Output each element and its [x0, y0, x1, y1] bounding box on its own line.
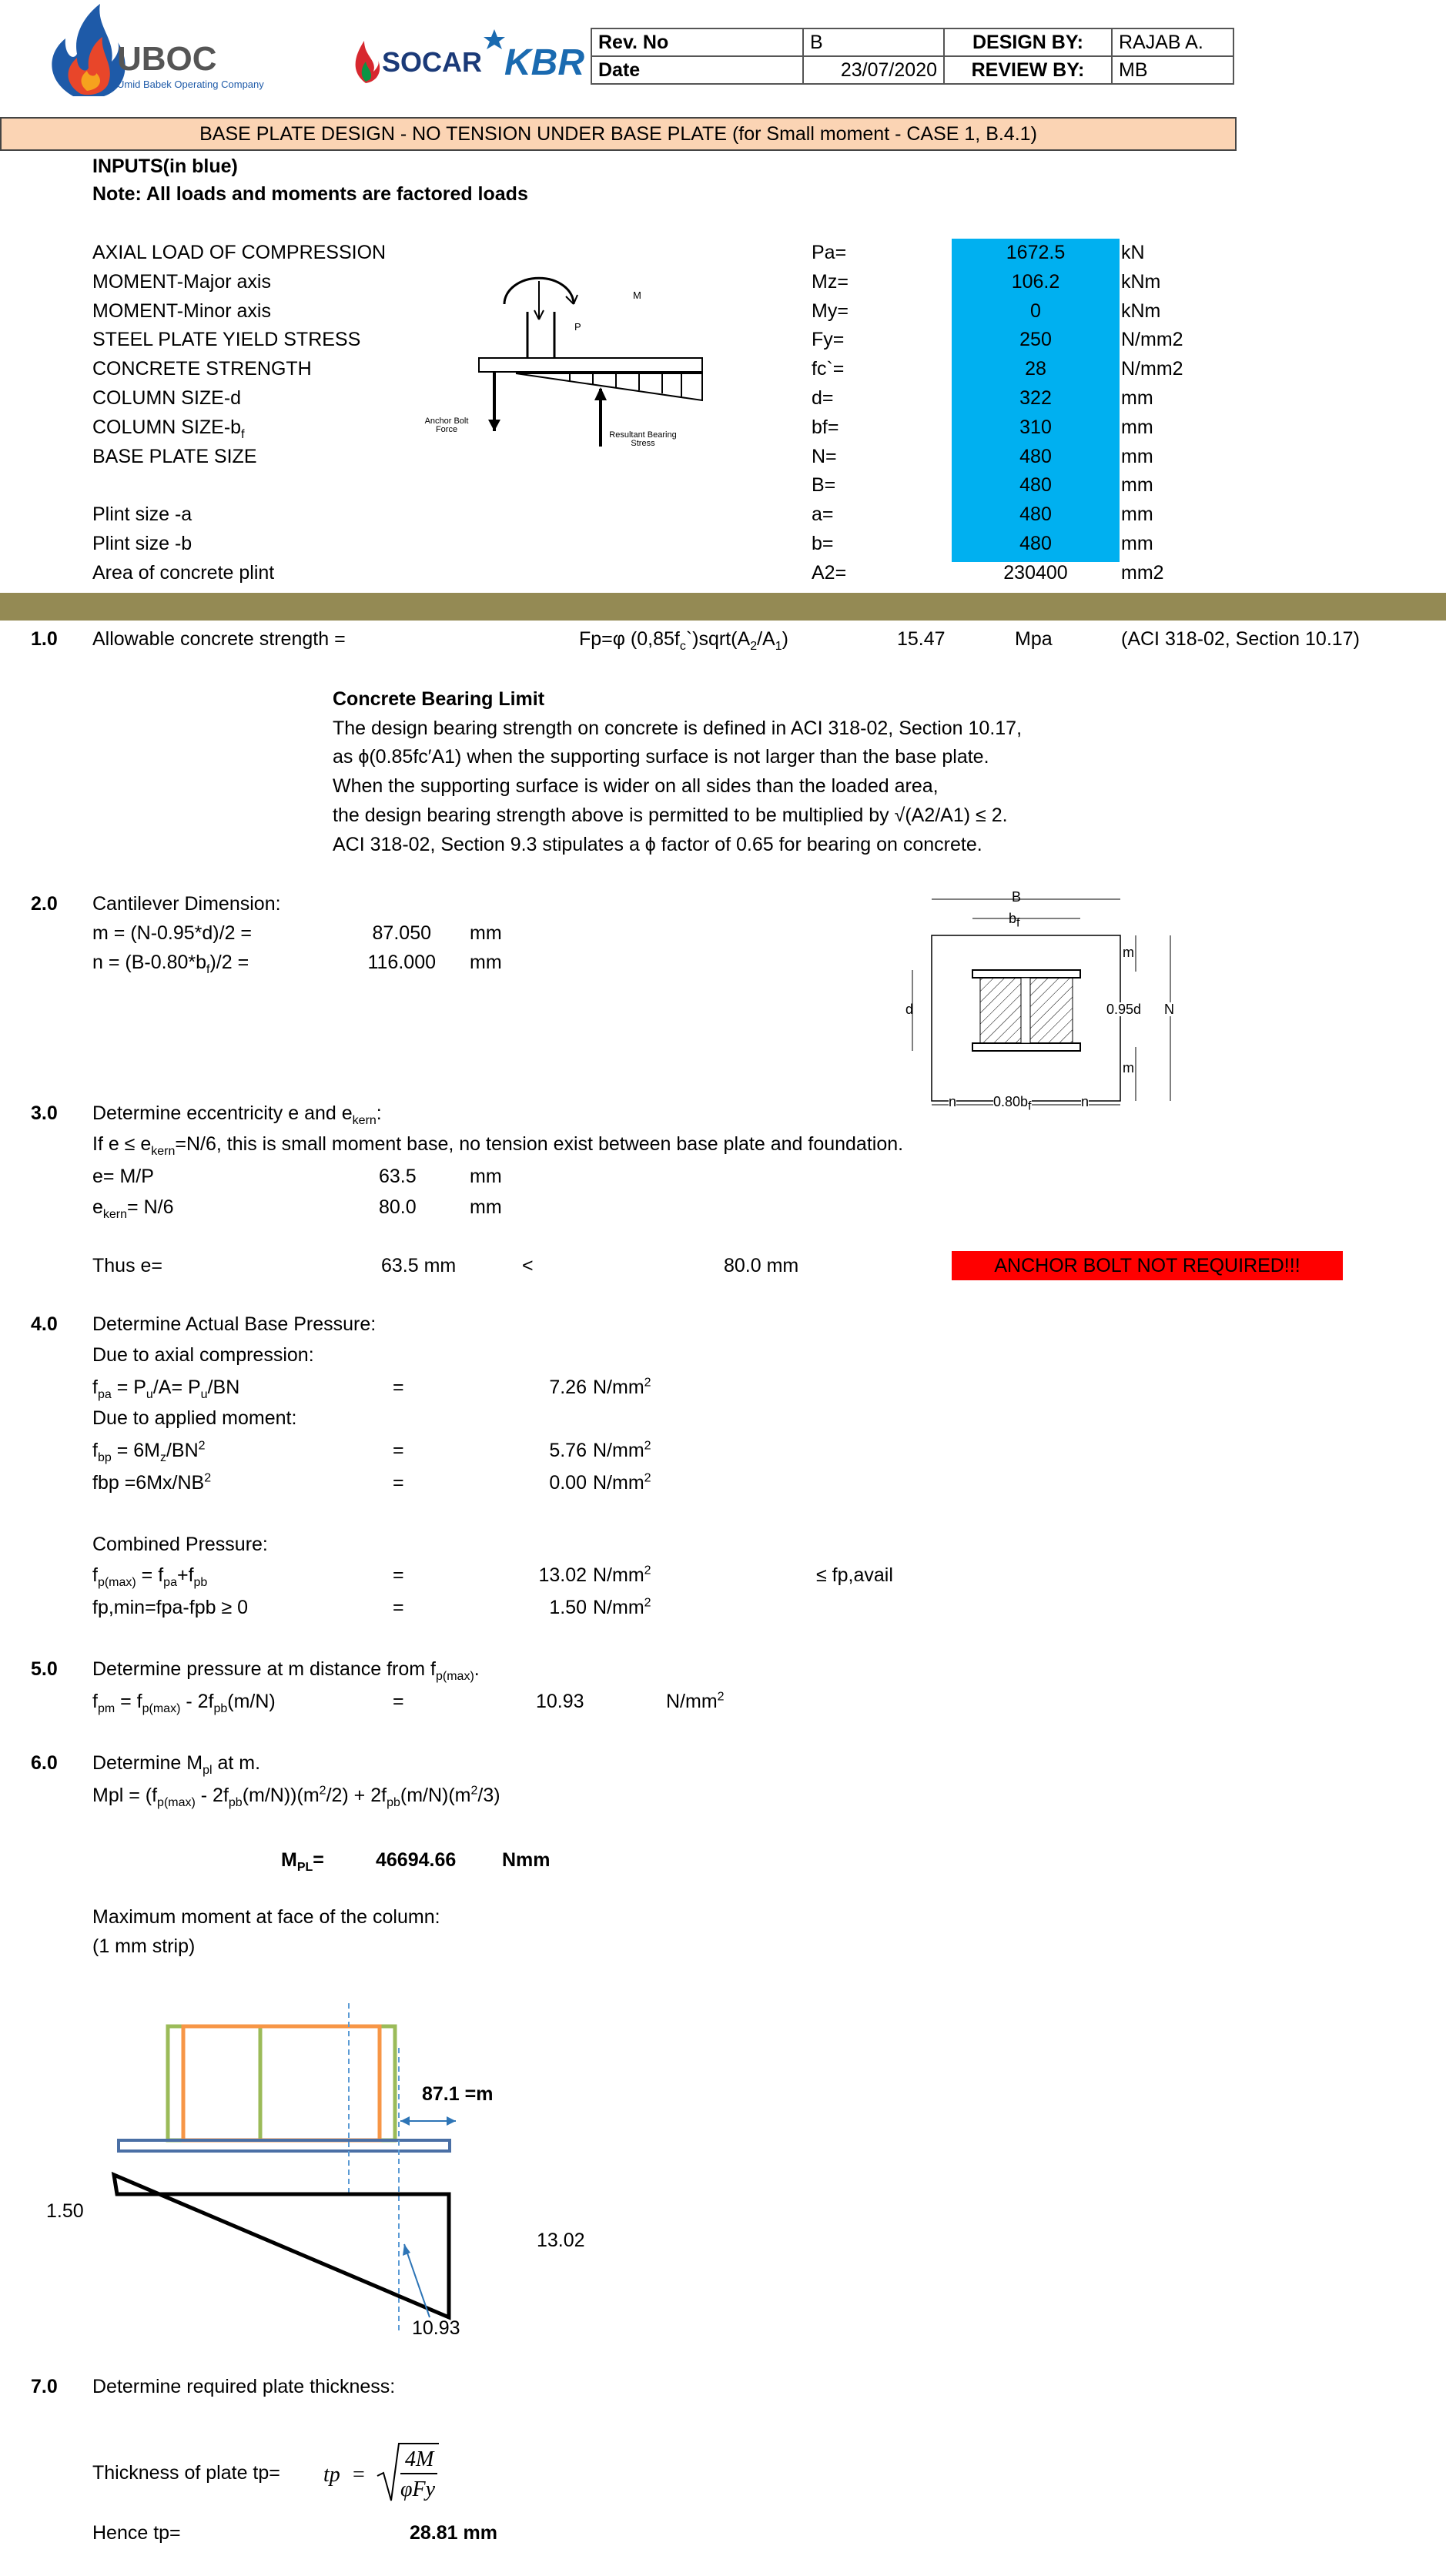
fbp2-eq-sign: =	[393, 1472, 404, 1494]
fig2-bf: bf	[1009, 911, 1020, 930]
input-symbol: B=	[812, 474, 836, 496]
n-value: 116.000	[367, 952, 436, 973]
input-value: 480	[1019, 446, 1052, 467]
cantilever-diagram	[901, 885, 1209, 1120]
comparison-operator: <	[522, 1255, 534, 1276]
input-value: 480	[1019, 533, 1052, 554]
fpa-eq-sign: =	[393, 1377, 404, 1398]
fpmax-diagram-label: 13.02	[537, 2230, 585, 2251]
moment-heading: Due to applied moment:	[92, 1407, 297, 1429]
input-unit: N/mm2	[1121, 358, 1183, 380]
hence-label: Hence tp=	[92, 2522, 181, 2544]
fpmin-equation: fp,min=fpa-fpb ≥ 0	[92, 1597, 249, 1618]
thickness-formula	[323, 2439, 447, 2520]
pressure-diagram	[108, 1994, 477, 2344]
input-unit: mm	[1121, 417, 1153, 438]
fpa-value: 7.26	[549, 1377, 587, 1398]
bearing-line-1: The design bearing strength on concrete is defined in ACI 318-02, Section 10.17,	[333, 718, 1023, 739]
review-label: REVIEW BY:	[944, 56, 1112, 84]
section-1-number: 1.0	[31, 628, 58, 650]
section-1-unit: Mpa	[1015, 628, 1053, 650]
rev-label: Rev. No	[591, 28, 803, 56]
thus-ekern: 80.0 mm	[724, 1255, 799, 1276]
section-1-label: Allowable concrete strength =	[92, 628, 346, 650]
input-symbol: a=	[812, 503, 834, 525]
input-value: 310	[1019, 417, 1052, 438]
design-value: RAJAB A.	[1112, 28, 1233, 56]
input-unit: mm2	[1121, 562, 1164, 584]
thickness-value: 28.81 mm	[410, 2522, 497, 2544]
input-value: 230400	[1003, 562, 1068, 584]
strip-label: (1 mm strip)	[92, 1935, 196, 1957]
fbp-unit: $N/mm^2$	[593, 1439, 651, 1461]
moment-label: M	[633, 289, 641, 301]
socar-text: SOCAR	[382, 46, 483, 78]
input-label: COLUMN SIZE-$b_f$	[92, 417, 245, 441]
m-equation: m = (N-0.95*d)/2 =	[92, 922, 253, 944]
input-unit: kNm	[1121, 300, 1161, 322]
thus-e: 63.5 mm	[381, 1255, 457, 1276]
rev-value: B	[803, 28, 944, 56]
fpmin-diagram-label: 1.50	[46, 2200, 84, 2222]
input-symbol: A2=	[812, 562, 847, 584]
m-unit: mm	[470, 922, 502, 944]
section-7-number: 7.0	[31, 2376, 58, 2397]
input-value: 106.2	[1011, 271, 1060, 293]
input-unit: kNm	[1121, 271, 1161, 293]
fpmax-equation: $f_{p(max)} = f_{pa}+f_{pb}$	[92, 1564, 208, 1589]
fpa-equation: $f_{pa} = P_u/A= P_u/BN$	[92, 1377, 240, 1401]
fpm-diagram-label: 10.93	[412, 2317, 460, 2339]
fpmax-value: 13.02	[538, 1564, 587, 1586]
socar-flame-icon	[350, 37, 381, 87]
input-value: 250	[1019, 329, 1052, 350]
uboc-logo-subtitle: Umid Babek Operating Company	[117, 79, 264, 90]
section-6-label: Determine $M_{pl}$ at m.	[92, 1752, 261, 1777]
svg-text:φFy: φFy	[400, 2477, 436, 2501]
small-moment-condition: If $e \le e_{kern}=N/6$, this is small moment base, no tension exist between base plate and foundation.	[92, 1133, 904, 1158]
load-label: P	[574, 321, 581, 333]
input-unit: mm	[1121, 387, 1153, 409]
anchor-bolt-status: ANCHOR BOLT NOT REQUIRED!!!	[952, 1251, 1343, 1280]
fig2-n-right: n	[1081, 1094, 1090, 1109]
fpm-equation: $f_{pm} = f_{p(max)} - 2f_{pb}(m/N)$	[92, 1691, 276, 1715]
m-value: 87.050	[372, 922, 431, 944]
fbp2-unit: $N/mm^2$	[593, 1471, 651, 1494]
section-1-value: 15.47	[897, 628, 946, 650]
input-unit: mm	[1121, 533, 1153, 554]
mpl-label: $M_{PL}=$	[281, 1849, 324, 1874]
date-label: Date	[591, 56, 803, 84]
section-3-label: Determine eccentricity e and $e_{kern}$:	[92, 1102, 382, 1127]
input-label: MOMENT-Major axis	[92, 271, 271, 293]
anchor-bolt-force-label: Anchor Bolt Force	[424, 417, 469, 434]
section-5-label: Determine pressure at m distance from $f_{p(max)}$.	[92, 1658, 480, 1683]
section-3-number: 3.0	[31, 1102, 58, 1124]
review-value: MB	[1112, 56, 1233, 84]
input-label: BASE PLATE SIZE	[92, 446, 257, 467]
fig2-m-top: m	[1123, 945, 1134, 960]
section-5-number: 5.0	[31, 1658, 58, 1680]
svg-text:tp: tp	[323, 2463, 340, 2487]
fbp-value: 5.76	[549, 1440, 587, 1461]
section-1-formula: Fp=φ $(0,85f_c`)sqrt(A_2/A_1)$	[579, 628, 788, 653]
fpm-eq-sign: =	[393, 1691, 404, 1712]
loads-note: Note: All loads and moments are factored loads	[92, 183, 528, 205]
fpmax-eq-sign: =	[393, 1564, 404, 1586]
mpl-value: 46694.66	[376, 1849, 457, 1871]
fpmin-unit: $N/mm^2$	[593, 1596, 651, 1618]
n-equation: $n = (B-0.80*b_f)/2$ =	[92, 952, 249, 976]
input-symbol: fc`=	[812, 358, 845, 380]
input-unit: mm	[1121, 503, 1153, 525]
max-moment-label: Maximum moment at face of the column:	[92, 1906, 440, 1928]
m-dimension-label: 87.1 =m	[422, 2083, 494, 2105]
fp-avail-check: ≤ fp,avail	[816, 1564, 893, 1586]
section-divider	[0, 593, 1446, 621]
inputs-heading: INPUTS(in blue)	[92, 156, 238, 177]
section-4-label: Determine Actual Base Pressure:	[92, 1313, 377, 1335]
thus-label: Thus e=	[92, 1255, 163, 1276]
fpm-unit: $N/mm^2$	[666, 1690, 725, 1712]
fig2-N: N	[1164, 1002, 1174, 1017]
bearing-line-4: the design bearing strength above is permitted to be multiplied by √(A2/A1) ≤ 2.	[333, 805, 1008, 826]
fbp-equation: $f_{bp} = 6M_z/BN^2$	[92, 1439, 206, 1464]
fpm-value: 10.93	[536, 1691, 584, 1712]
input-value: 1672.5	[1006, 242, 1066, 263]
fbp2-value: 0.00	[549, 1472, 587, 1494]
input-symbol: d=	[812, 387, 834, 409]
e-unit: mm	[470, 1166, 502, 1187]
e-equation: e= M/P	[92, 1166, 154, 1187]
fbp-eq-sign: =	[393, 1440, 404, 1461]
resultant-bearing-label: Resultant Bearing Stress	[609, 430, 677, 448]
input-value: 322	[1019, 387, 1052, 409]
date-value: 23/07/2020	[803, 56, 944, 84]
e-value: 63.5	[379, 1166, 417, 1187]
bearing-line-5: ACI 318-02, Section 9.3 stipulates a ϕ factor of 0.65 for bearing on concrete.	[333, 834, 982, 855]
bearing-line-3: When the supporting surface is wider on all sides than the loaded area,	[333, 775, 939, 797]
section-6-number: 6.0	[31, 1752, 58, 1774]
input-symbol: b=	[812, 533, 834, 554]
input-label: Plint size -a	[92, 503, 192, 525]
ekern-value: 80.0	[379, 1196, 417, 1218]
input-symbol: Mz=	[812, 271, 849, 293]
thickness-label: Thickness of plate tp=	[92, 2462, 280, 2484]
input-label: Plint size -b	[92, 533, 192, 554]
input-label: CONCRETE STRENGTH	[92, 358, 312, 380]
fig2-d: d	[905, 1002, 914, 1017]
input-value: 28	[1025, 358, 1046, 380]
combined-heading: Combined Pressure:	[92, 1534, 268, 1555]
input-value: 0	[1030, 300, 1041, 322]
design-label: DESIGN BY:	[944, 28, 1112, 56]
fpa-unit: $N/mm^2$	[593, 1376, 651, 1398]
bearing-title: Concrete Bearing Limit	[333, 688, 545, 710]
svg-text:4M: 4M	[405, 2447, 434, 2471]
input-label: COLUMN SIZE-d	[92, 387, 242, 409]
input-value: 480	[1019, 474, 1052, 496]
input-symbol: bf=	[812, 417, 839, 438]
n-unit: mm	[470, 952, 502, 973]
kbr-text: KBR	[504, 42, 584, 83]
input-label: Area of concrete plint	[92, 562, 275, 584]
input-symbol: My=	[812, 300, 849, 322]
input-label: STEEL PLATE YIELD STRESS	[92, 329, 361, 350]
load-diagram	[416, 273, 739, 477]
input-value: 480	[1019, 503, 1052, 525]
fig2-080bf: 0.80bf	[993, 1094, 1032, 1113]
fig2-m-bottom: m	[1123, 1060, 1134, 1076]
page-title: BASE PLATE DESIGN - NO TENSION UNDER BASE PLATE (for Small moment - CASE 1, B.4.1)	[0, 117, 1237, 151]
ekern-unit: mm	[470, 1196, 502, 1218]
section-1-reference: (ACI 318-02, Section 10.17)	[1121, 628, 1360, 650]
input-symbol: Fy=	[812, 329, 845, 350]
input-symbol: Pa=	[812, 242, 847, 263]
revision-table	[591, 28, 1234, 85]
uboc-logo-text: UBOC	[117, 40, 217, 78]
fpmin-eq-sign: =	[393, 1597, 404, 1618]
input-unit: kN	[1121, 242, 1145, 263]
section-2-number: 2.0	[31, 893, 58, 915]
ekern-equation: $e_{kern}= N/6$	[92, 1196, 174, 1221]
fpmin-value: 1.50	[549, 1597, 587, 1618]
socar-logo	[350, 37, 381, 91]
section-2-label: Cantilever Dimension:	[92, 893, 281, 915]
input-unit: mm	[1121, 474, 1153, 496]
fpmax-unit: $N/mm^2$	[593, 1564, 651, 1586]
mpl-equation: Mpl = $(f_{p(max)} - 2f_{pb}(m/N))(m^2/2) + 2f_{pb}(m/N)(m^2/3)$	[92, 1784, 500, 1809]
fbp2-equation: fbp $=6Mx/NB^2$	[92, 1471, 212, 1494]
bearing-line-2: as ϕ(0.85fc′A1) when the supporting surface is not larger than the base plate.	[333, 746, 989, 768]
svg-text:=: =	[353, 2463, 365, 2487]
fig2-n-left: n	[949, 1094, 957, 1109]
fig2-095d: 0.95d	[1106, 1002, 1142, 1017]
input-label: AXIAL LOAD OF COMPRESSION	[92, 242, 387, 263]
fig2-B: B	[1012, 889, 1022, 905]
input-unit: N/mm2	[1121, 329, 1183, 350]
input-unit: mm	[1121, 446, 1153, 467]
section-7-label: Determine required plate thickness:	[92, 2376, 396, 2397]
input-symbol: N=	[812, 446, 837, 467]
axial-heading: Due to axial compression:	[92, 1344, 314, 1366]
section-4-number: 4.0	[31, 1313, 58, 1335]
mpl-unit: Nmm	[502, 1849, 551, 1871]
input-label: MOMENT-Minor axis	[92, 300, 271, 322]
